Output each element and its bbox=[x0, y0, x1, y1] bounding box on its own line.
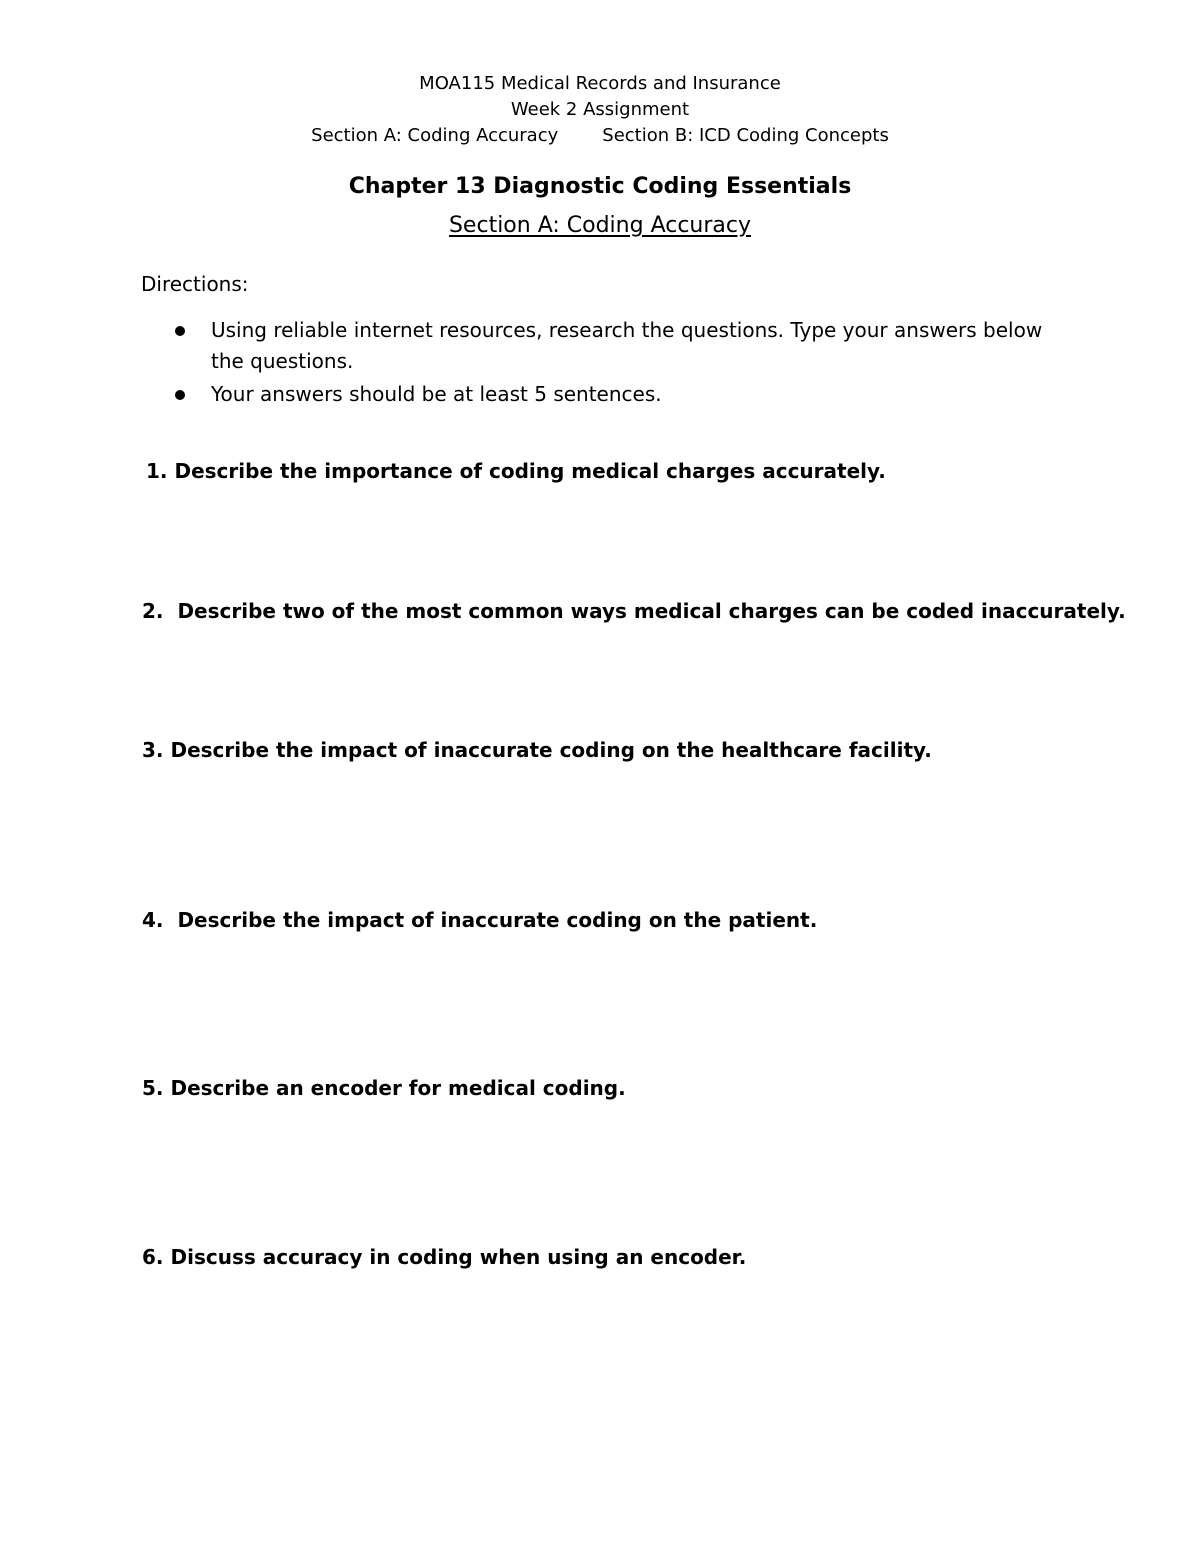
directions-label: Directions: bbox=[141, 272, 249, 296]
list-item bbox=[170, 379, 1070, 410]
question-number: 5. bbox=[142, 1076, 164, 1100]
bullet-icon bbox=[175, 326, 185, 336]
question-text: Describe the importance of coding medical charges accurately. bbox=[174, 459, 886, 483]
sections-row bbox=[0, 123, 1200, 149]
question-3 bbox=[142, 736, 1142, 764]
section-title: Section A: Coding Accuracy bbox=[448, 213, 752, 238]
document-header bbox=[0, 71, 1200, 149]
question-2 bbox=[142, 597, 1142, 625]
question-6 bbox=[142, 1243, 1142, 1271]
bullet-icon bbox=[175, 390, 185, 400]
directions-list bbox=[170, 315, 1070, 412]
question-text: Describe an encoder for medical coding. bbox=[170, 1076, 626, 1100]
question-4 bbox=[142, 906, 1142, 934]
course-title: MOA115 Medical Records and Insurance bbox=[419, 73, 781, 94]
question-text: Discuss accuracy in coding when using an encoder. bbox=[170, 1245, 747, 1269]
question-text: Describe two of the most common ways medical charges can be coded inaccurately. bbox=[177, 599, 1126, 623]
question-number: 4. bbox=[142, 908, 164, 932]
question-number: 6. bbox=[142, 1245, 164, 1269]
directions-bullet-text: Using reliable internet resources, research the questions. Type your answers below the questions. bbox=[211, 318, 1043, 373]
question-1 bbox=[146, 457, 1146, 485]
question-text: Describe the impact of inaccurate coding on the healthcare facility. bbox=[170, 738, 932, 762]
assignment-title: Week 2 Assignment bbox=[510, 99, 690, 120]
list-item bbox=[170, 315, 1070, 377]
question-text: Describe the impact of inaccurate coding on the patient. bbox=[177, 908, 818, 932]
chapter-title: Chapter 13 Diagnostic Coding Essentials bbox=[348, 174, 852, 199]
question-number: 2. bbox=[142, 599, 164, 623]
question-number: 1. bbox=[146, 459, 168, 483]
section-b-label: Section B: ICD Coding Concepts bbox=[602, 125, 889, 146]
section-a-label: Section A: Coding Accuracy bbox=[311, 125, 559, 146]
directions-bullet-text: Your answers should be at least 5 sentences. bbox=[211, 382, 662, 406]
question-5 bbox=[142, 1074, 1142, 1102]
question-number: 3. bbox=[142, 738, 164, 762]
